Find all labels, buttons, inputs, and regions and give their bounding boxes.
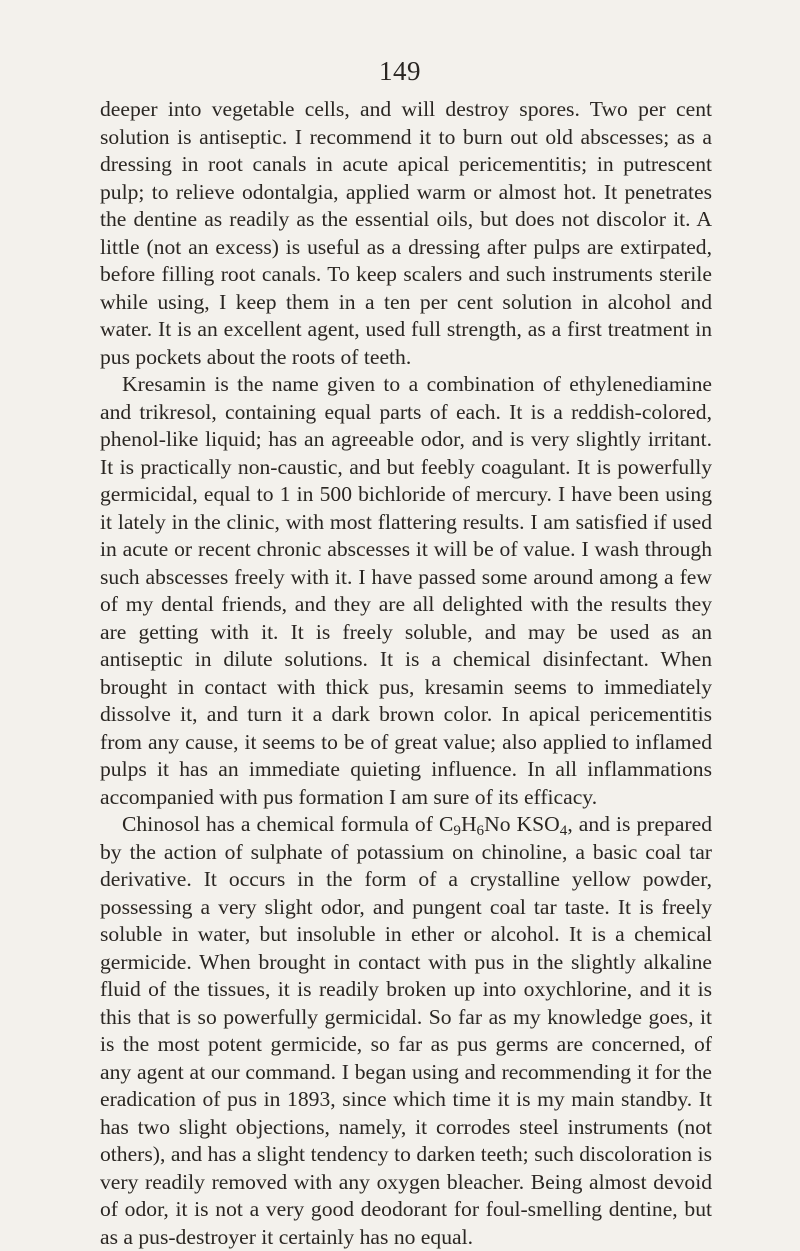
chemical-formula: $C_9H_6No$ $KSO_4$ <box>438 812 568 839</box>
chinosol-intro: Chinosol has a chemical formula of <box>122 812 439 836</box>
body-text <box>100 96 712 1251</box>
paragraph-continuation: deeper into vegetable cells, and will destroy spores. Two per cent solution is antiseptic. I recommend it to burn out old abscesses; as a dressing in root canals in acute apical pericementitis; in putrescent pulp; to relieve odontalgia, applied warm or almost hot. It penetrates the dentine as readily as the essential oils, but does not discolor it. A little (not an excess) is useful as a dressing after pulps are extirpated, before filling root canals. To keep scalers and such instruments sterile while using, I keep them in a ten per cent solution in alcohol and water. It is an excellent agent, used full strength, as a first treatment in pus pockets about the roots of teeth. <box>100 97 712 369</box>
page-number: 149 <box>379 56 421 86</box>
paragraph-chinosol <box>100 811 712 1251</box>
paragraph-kresamin: Kresamin is the name given to a combination of ethylenediamine and trikresol, containing equal parts of each. It is a reddish-colored, phenol-like liquid; has an agreeable odor, and is very slightly irritant. It is practically non-caustic, and but feebly coagulant. It is powerfully germicidal, equal to 1 in 500 bichloride of mercury. I have been using it lately in the clinic, with most flattering results. I am satisfied if used in acute or recent chronic abscesses it will be of value. I wash through such abscesses freely with it. I have passed some around among a few of my dental friends, and they are all delighted with the results they are getting with it. It is freely soluble, and may be used as an antiseptic in dilute solutions. It is a chemical disinfectant. When brought in contact with thick pus, kresamin seems to immediately dissolve it, and turn it a dark brown color. In apical pericementitis from any cause, it seems to be of great value; also applied to inflamed pulps it has an immediate quieting influence. In all inflammations accompanied with pus formation I am sure of its efficacy. <box>100 372 712 809</box>
chinosol-description: , and is prepared by the action of sulphate of potassium on chinoline, a basic coal tar derivative. It occurs in the form of a crystalline yellow powder, possessing a very slight odor, and pungent coal tar taste. It is freely soluble in water, but insoluble in ether or alcohol. It is a chemical germicide. When brought in contact with pus in the slightly alkaline fluid of the tissues, it is readily broken up into oxychlorine, and it is this that is so powerfully germicidal. So far as my knowledge goes, it is the most potent germicide, so far as pus germs are concerned, of any agent at our command. I began using and recommending it for the eradication of pus in 1893, since which time it is my main standby. It has two slight objections, namely, it corrodes steel instruments (not others), and has a slight tendency to darken teeth; such discoloration is very readily removed with any oxygen bleacher. Being almost devoid of odor, it is not a very good deodorant for foul-smelling dentine, but as a pus-destroyer it certainly has no equal. <box>100 812 712 1249</box>
